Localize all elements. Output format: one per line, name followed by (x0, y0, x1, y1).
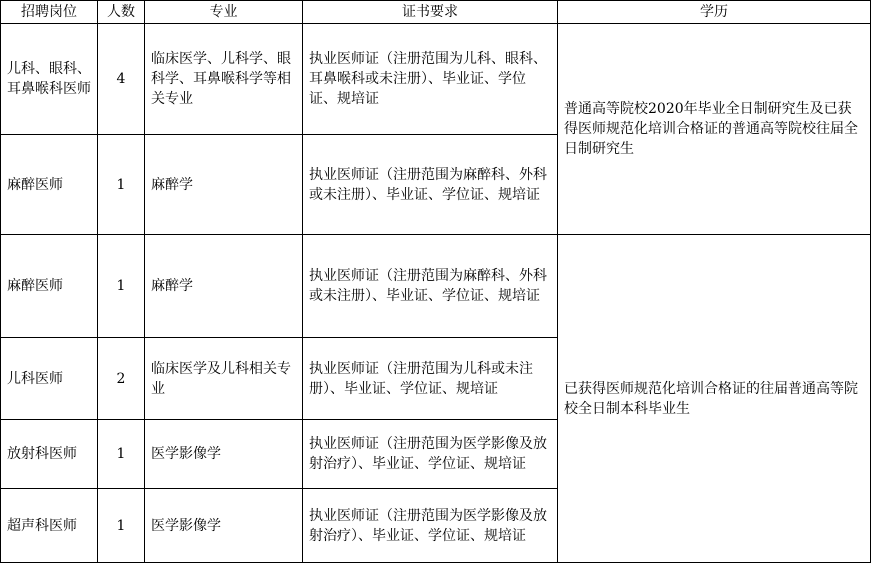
cell-position: 麻醉医师 (1, 235, 98, 338)
cell-certificate: 执业医师证（注册范围为麻醉科、外科或未注册）、毕业证、学位证、规培证 (303, 235, 558, 338)
cell-major: 医学影像学 (145, 489, 303, 563)
cell-major: 临床医学及儿科相关专业 (145, 338, 303, 420)
table-row (1, 235, 871, 338)
cell-major: 麻醉学 (145, 135, 303, 235)
cell-certificate: 执业医师证（注册范围为医学影像及放射治疗）、毕业证、学位证、规培证 (303, 420, 558, 489)
cell-position: 超声科医师 (1, 489, 98, 563)
header-count: 人数 (98, 1, 145, 24)
header-major: 专业 (145, 1, 303, 24)
header-row (1, 1, 871, 24)
cell-certificate: 执业医师证（注册范围为医学影像及放射治疗）、毕业证、学位证、规培证 (303, 489, 558, 563)
cell-position: 儿科、眼科、耳鼻喉科医师 (1, 24, 98, 135)
cell-position: 放射科医师 (1, 420, 98, 489)
cell-count: 4 (98, 24, 145, 135)
cell-certificate: 执业医师证（注册范围为麻醉科、外科或未注册）、毕业证、学位证、规培证 (303, 135, 558, 235)
cell-position: 麻醉医师 (1, 135, 98, 235)
cell-education-group-2: 已获得医师规范化培训合格证的往届普通高等院校全日制本科毕业生 (558, 235, 871, 563)
cell-education-group-1: 普通高等院校2020年毕业全日制研究生及已获得医师规范化培训合格证的普通高等院校往届全日制研究生 (558, 24, 871, 235)
cell-certificate: 执业医师证（注册范围为儿科或未注册）、毕业证、学位证、规培证 (303, 338, 558, 420)
header-position: 招聘岗位 (1, 1, 98, 24)
cell-count: 1 (98, 135, 145, 235)
cell-major: 医学影像学 (145, 420, 303, 489)
cell-count: 1 (98, 420, 145, 489)
cell-certificate: 执业医师证（注册范围为儿科、眼科、耳鼻喉科或未注册）、毕业证、学位证、规培证 (303, 24, 558, 135)
header-education: 学历 (558, 1, 871, 24)
cell-position: 儿科医师 (1, 338, 98, 420)
cell-count: 1 (98, 235, 145, 338)
table-row (1, 24, 871, 135)
cell-major: 麻醉学 (145, 235, 303, 338)
cell-count: 2 (98, 338, 145, 420)
header-certificate: 证书要求 (303, 1, 558, 24)
cell-count: 1 (98, 489, 145, 563)
cell-major: 临床医学、儿科学、眼科学、耳鼻喉科学等相关专业 (145, 24, 303, 135)
